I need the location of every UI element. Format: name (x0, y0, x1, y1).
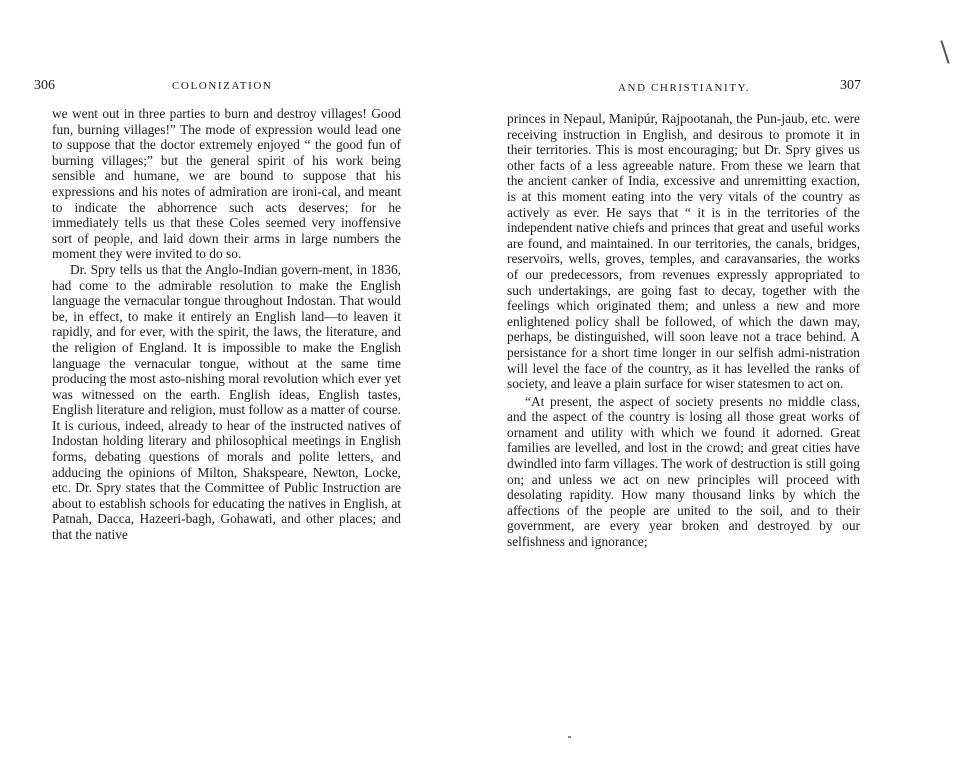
left-page-number: 306 (34, 78, 55, 93)
left-paragraph-2: Dr. Spry tells us that the Anglo-Indian govern-ment, in 1836, had come to the admirable resolution to make the English language the vernacular tongue throughout Indostan. That would be, in effect, to make it entirely an English land—to leaven it rapidly, and for ever, with the spirit, the laws, the literature, and the religion of England. It is impossible to make the English language the vernacular tongue, without at the same time producing the most asto-nishing moral revolution which ever yet was witnessed on the earth. English ideas, English tastes, English literature and religion, must follow as a matter of course. It is curious, indeed, already to hear of the instructed natives of Indostan holding literary and philosophical meetings in English forms, debating questions of morals and polite letters, and adducing the opinions of Milton, Shakspeare, Newton, Locke, etc. Dr. Spry states that the Committee of Public Instruction are about to establish schools for educating the natives in English, at Patnah, Dacca, Hazeeri-bagh, Gohawati, and other places; and that the native (52, 261, 401, 543)
right-paragraph-1: princes in Nepaul, Manipúr, Rajpootanah, the Pun-jaub, etc. were receiving instruction in English, and desirous to promote it in their territories. This is most encouraging; but Dr. Spry gives us other facts of a less agreeable nature. From these we learn that the ancient canker of India, excessive and unremitting exaction, is at this moment eating into the very vitals of the country as actively as ever. He says that “ it is in the territories of the independent native chiefs and princes that great and useful works are found, and maintained. In our territories, the canals, bridges, reservoirs, wells, groves, temples, and caravansaries, the works of our predecessors, from revenues expressly appropriated to such undertakings, are going fast to decay, together with the feelings which originated them; and unless a new and more enlightened policy shall be followed, of which the dawn may, perhaps, be distinguished, will soon leave not a trace behind. A persistance for a short time longer in our selfish admi-nistration will level the face of the country, as it has levelled the ranks of society, and leave a plain surface for wiser statesmen to act on. (507, 111, 860, 392)
left-running-head: COLONIZATION (172, 80, 273, 92)
right-paragraph-2: “At present, the aspect of society presents no middle class, and the aspect of the country is losing all those great works of ornament and utility with which we found it adorned. Great families are levelled, and lost in the crowd; and great cities have dwindled into farm villages. The work of destruction is still going on; and unless we act on new principles will proceed with desolating rapidity. How many thousand links by which the affections of the people are united to the soil, and to their government, are every year broken and destroyed by our selfishness and ignorance; (507, 393, 860, 550)
right-running-head: AND CHRISTIANITY. (618, 82, 751, 94)
right-page (490, 0, 980, 764)
right-page-number: 307 (840, 78, 861, 93)
right-body-text (507, 111, 860, 550)
left-paragraph-1: we went out in three parties to burn and destroy villages! Good fun, burning villages!” The mode of expression would lead one to suppose that the doctor extremely enjoyed “ the good fun of burning villages;” but the general spirit of his work being sensible and humane, we are bound to suppose that his expressions and his notes of admiration are ironi-cal, and meant to indicate the abhorrence such acts deserves; for he immediately tells us that these Coles seemed very inoffensive sort of people, and laid down their arms in large numbers the moment they were invited to do so. (52, 106, 401, 262)
left-body-text (52, 106, 401, 543)
scan-dot (568, 736, 571, 738)
